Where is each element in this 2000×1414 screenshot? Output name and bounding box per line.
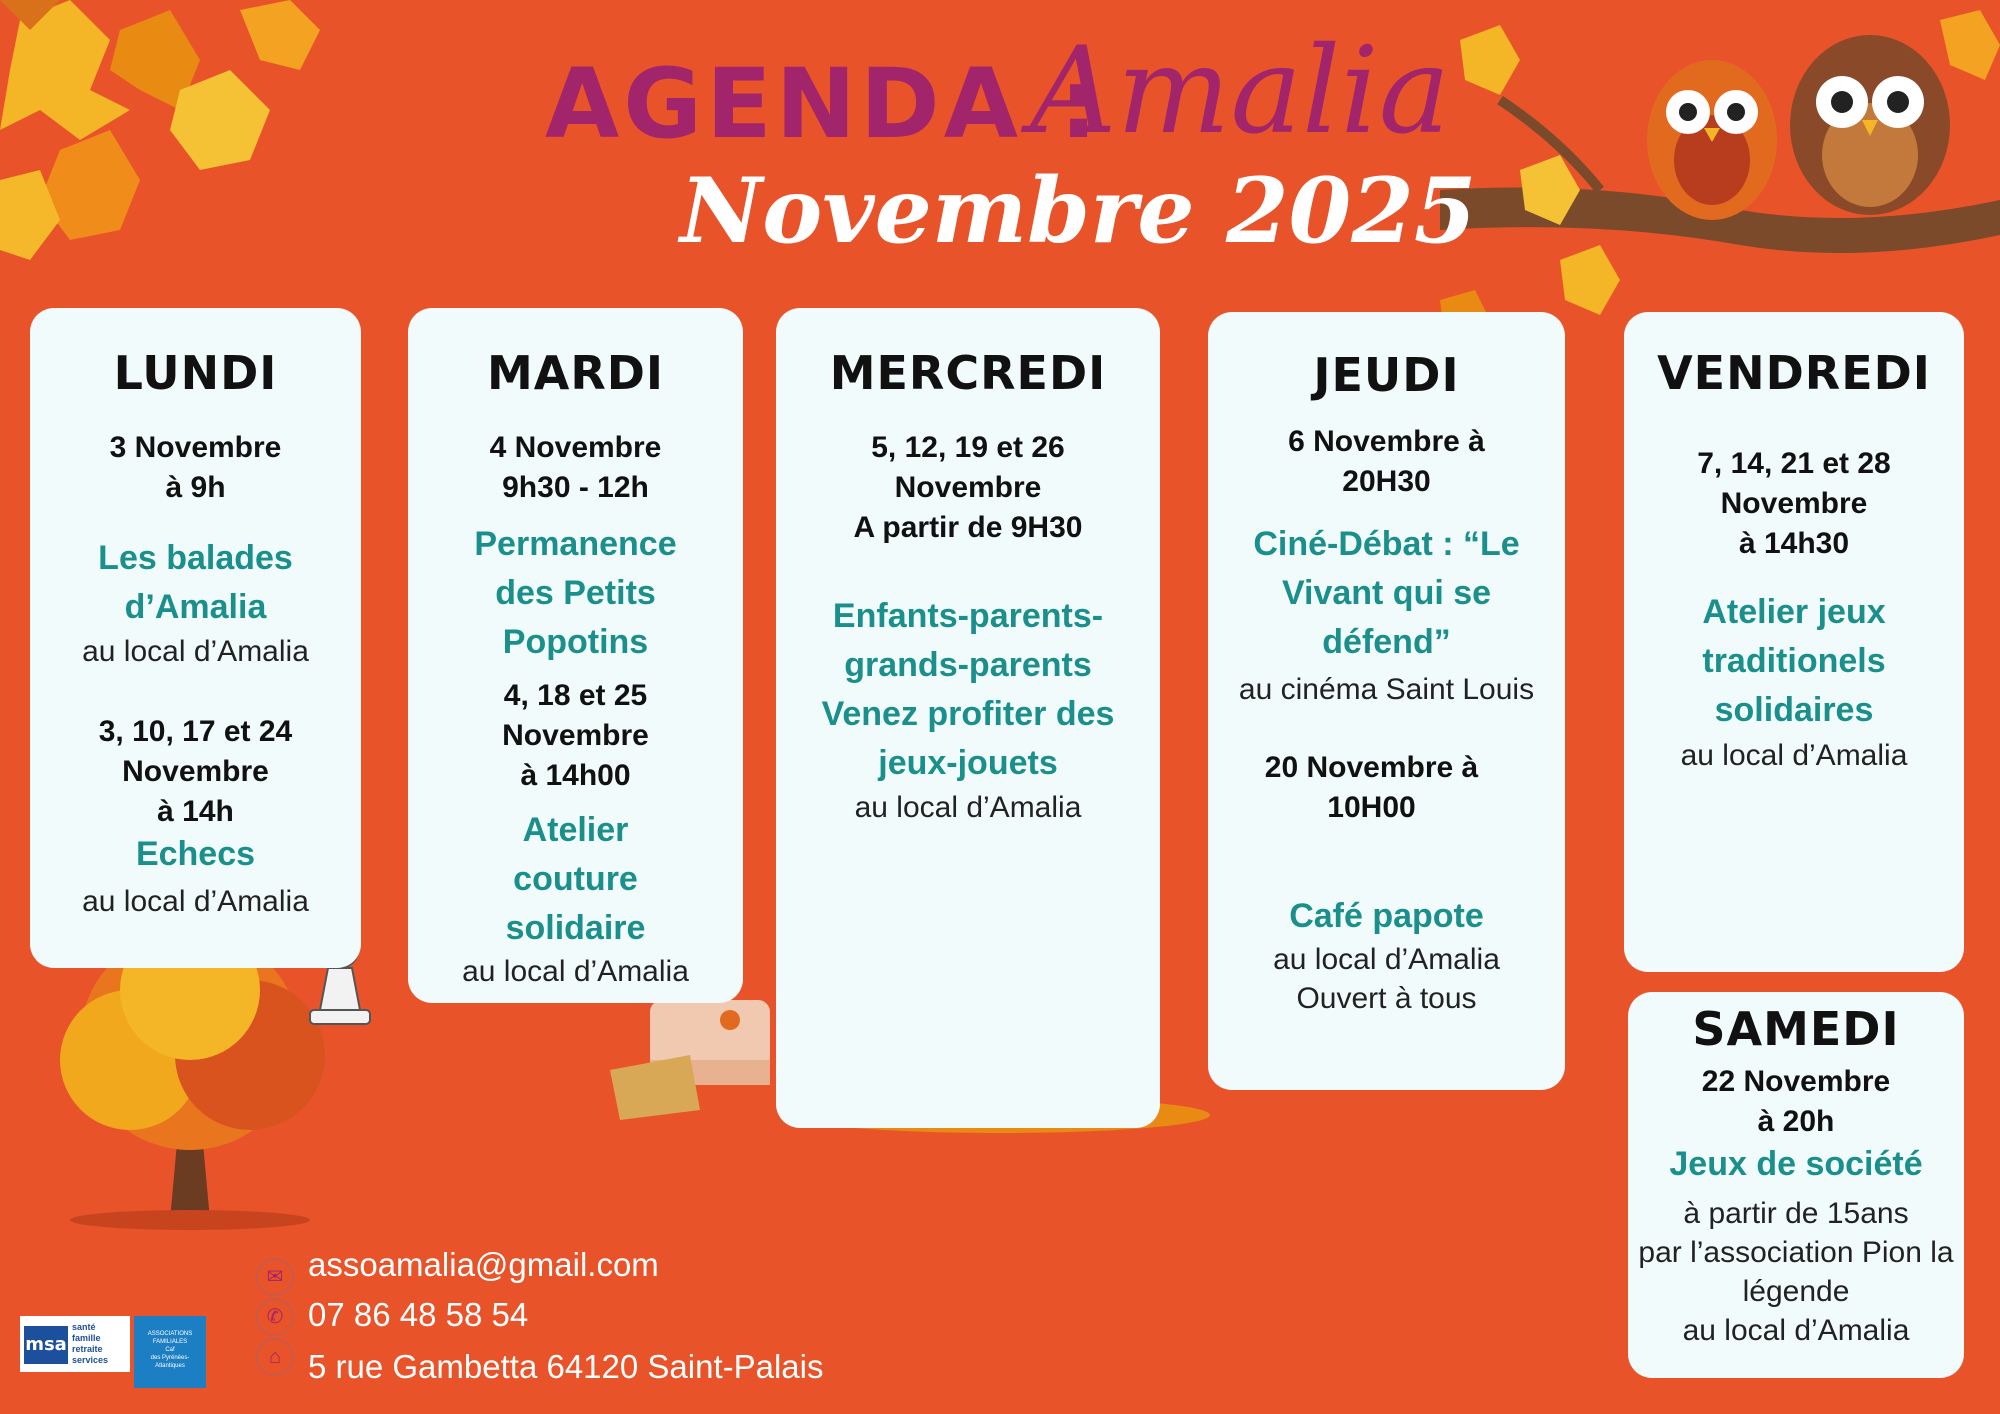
caf-logo [134, 1316, 206, 1388]
event-time: 20 Novembre à 10H00 [1264, 751, 1479, 824]
phone-icon: ✆ [256, 1298, 294, 1336]
event-place: au local d’Amalia [82, 635, 309, 668]
contact-phone[interactable]: 07 86 48 58 54 [308, 1296, 529, 1333]
event-activity: Café papote [1289, 897, 1484, 935]
event-place: au local d’Amalia [462, 955, 689, 988]
event-place: à partir de 15ans par l’association Pion la légende au local d’Amalia [1638, 1197, 1954, 1347]
event-time: 5, 12, 19 et 26 Novembre A partir de 9H30 [853, 431, 1083, 544]
owls-icon [1440, 10, 2000, 350]
home-icon: ⌂ [256, 1338, 294, 1376]
event-time: 4, 18 et 25 Novembre à 14h00 [502, 679, 649, 792]
autumn-leaves-topleft [0, 0, 320, 260]
event-time: 6 Novembre à 20H30 [1288, 425, 1485, 498]
event-activity: Atelier couture solidaire [505, 811, 646, 947]
day-title-jeudi: JEUDI [1313, 348, 1460, 402]
event-time: 4 Novembre 9h30 - 12h [489, 431, 662, 504]
msa-logo-text: santé famille retraite services [72, 1322, 109, 1365]
event-activity: Les balades d’Amalia [98, 539, 293, 626]
card-lundi [30, 308, 361, 968]
contact-email[interactable]: assoamalia@gmail.com [308, 1246, 659, 1283]
event-time: 3, 10, 17 et 24 Novembre à 14h [98, 715, 293, 828]
event-place: au local d’Amalia [854, 791, 1082, 824]
card-samedi [1628, 992, 1964, 1378]
msa-logo [20, 1316, 130, 1372]
card-mercredi [776, 308, 1160, 1128]
event-place: au local d’Amalia Ouvert à tous [1273, 943, 1500, 1015]
brand-logo-text: Amalia [1030, 22, 1451, 161]
card-mardi [408, 308, 743, 1003]
event-activity: Jeux de société [1669, 1145, 1923, 1183]
event-place: au local d’Amalia [82, 885, 309, 918]
contact-address: 5 rue Gambetta 64120 Saint-Palais [308, 1348, 824, 1385]
card-vendredi [1624, 312, 1964, 972]
event-activity: Permanence des Petits Popotins [474, 525, 677, 661]
event-activity: Echecs [135, 835, 256, 873]
card-jeudi [1208, 312, 1565, 1090]
event-activity: Ciné-Débat : “Le Vivant qui se défend” [1253, 525, 1520, 661]
msa-logo-mark: msa [24, 1326, 68, 1364]
event-activity: Enfants-parents- grands-parents Venez profiter des jeux-jouets [821, 597, 1115, 782]
title-agenda: AGENDA : [545, 48, 1102, 160]
day-title-mardi: MARDI [486, 346, 665, 400]
day-title-mercredi: MERCREDI [829, 346, 1107, 400]
event-activity: Atelier jeux traditionels solidaires [1702, 593, 1886, 729]
event-place: au local d’Amalia [1680, 739, 1908, 772]
day-title-vendredi: VENDREDI [1657, 346, 1931, 400]
event-time: 22 Novembre à 20h [1701, 1065, 1891, 1138]
caf-logo-text: ASSOCIATIONS FAMILIALES Caf des Pyrénées- Atlantiques [147, 1331, 193, 1369]
day-title-lundi: LUNDI [113, 346, 278, 400]
event-time: 3 Novembre à 9h [109, 431, 282, 504]
event-time: 7, 14, 21 et 28 Novembre à 14h30 [1697, 447, 1891, 560]
title-month: Novembre 2025 [680, 158, 1477, 264]
event-place: au cinéma Saint Louis [1238, 673, 1535, 706]
sewing-machine-icon [610, 1000, 770, 1120]
mail-icon: ✉ [256, 1258, 294, 1296]
day-title-samedi: SAMEDI [1692, 1002, 1900, 1056]
